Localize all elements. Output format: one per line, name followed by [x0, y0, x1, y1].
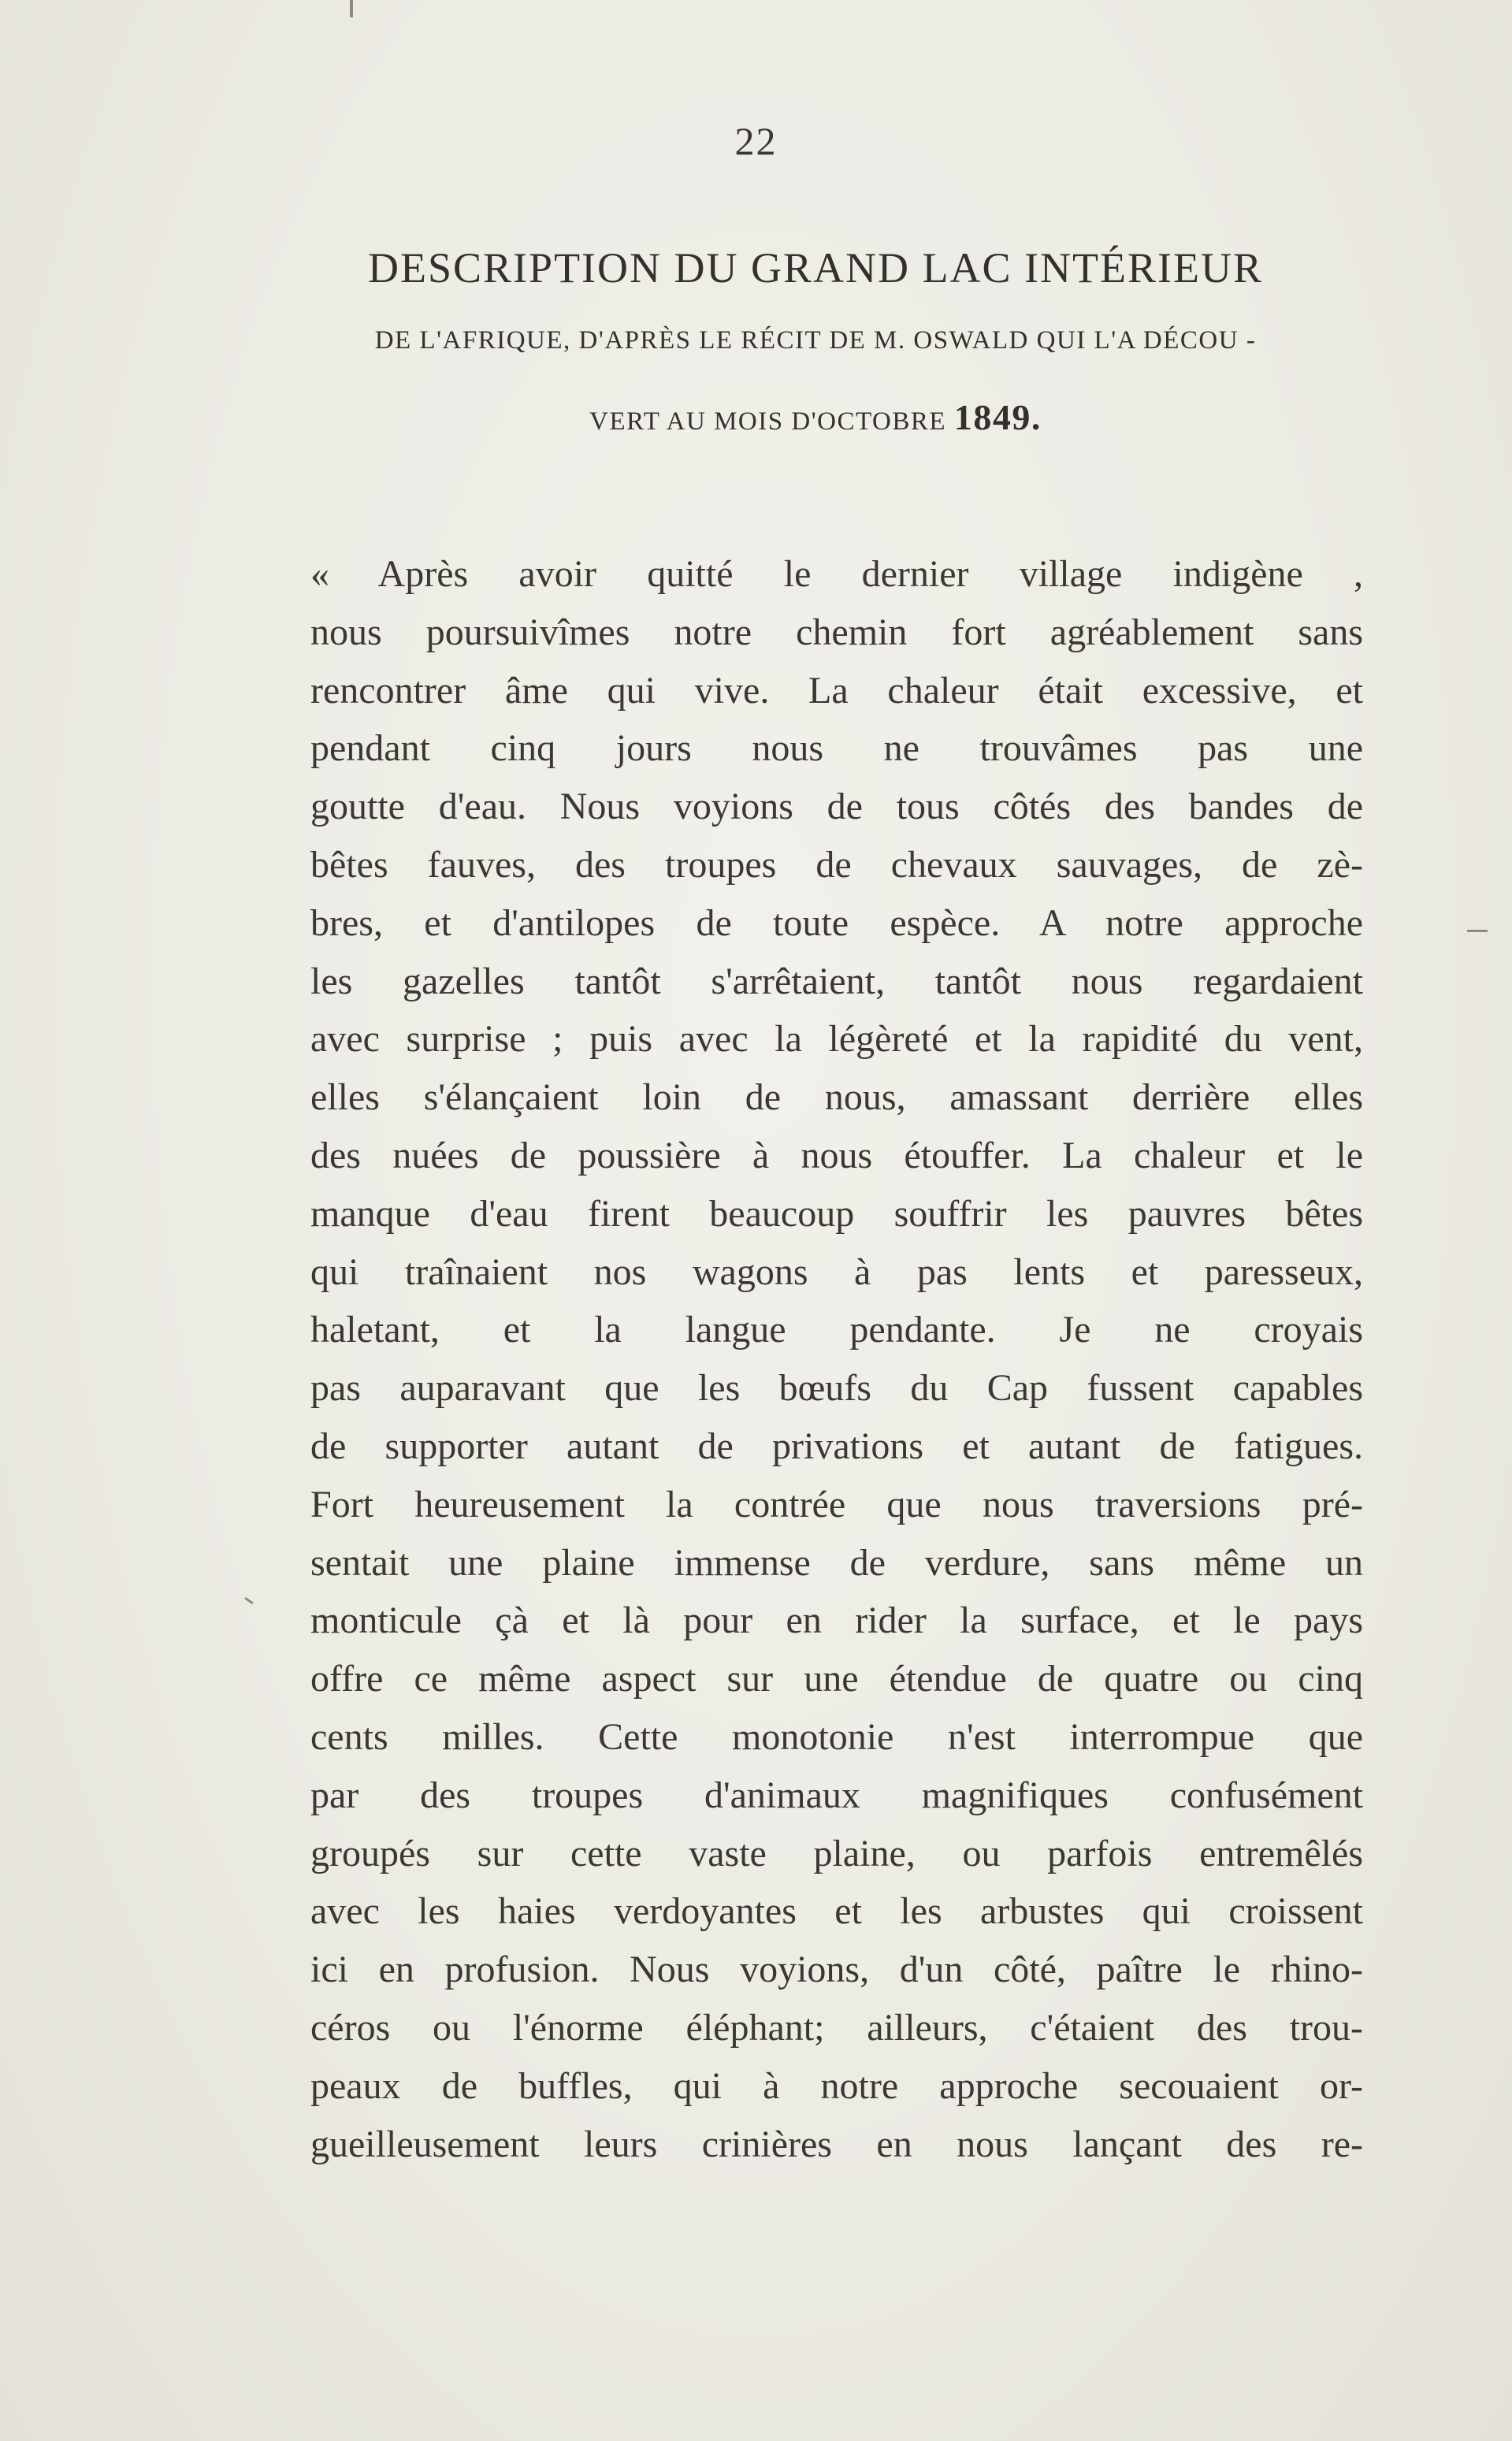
body-paragraph [310, 545, 1363, 2173]
chapter-title: DESCRIPTION DU GRAND LAC INTÉRIEUR [368, 244, 1263, 292]
text-line: groupés sur cette vaste plaine, ou parfois entremêlés [310, 1832, 1363, 1874]
text-line: les gazelles tantôt s'arrêtaient, tantôt nous regardaient [310, 960, 1363, 1002]
text-line: haletant, et la langue pendante. Je ne croyais [310, 1309, 1363, 1351]
text-line: goutte d'eau. Nous voyions de tous côtés des bandes de [310, 786, 1363, 828]
text-line: sentait une plaine immense de verdure, sans même un [310, 1541, 1363, 1584]
text-line: avec surprise ; puis avec la légèreté et la rapidité du vent, [310, 1018, 1363, 1061]
text-line: de supporter autant de privations et autant de fatigues. [310, 1425, 1363, 1467]
text-line: cents milles. Cette monotonie n'est interrompue que [310, 1715, 1363, 1758]
text-line: céros ou l'énorme éléphant; ailleurs, c'étaient des trou- [310, 2006, 1363, 2049]
text-line: bêtes fauves, des troupes de chevaux sauvages, de zè- [310, 843, 1363, 886]
text-line: « Après avoir quitté le dernier village indigène , [310, 553, 1363, 595]
text-line: nous poursuivîmes notre chemin fort agréablement sans [310, 611, 1363, 653]
text-line: bres, et d'antilopes de toute espèce. A notre approche [310, 901, 1363, 944]
text-line: elles s'élançaient loin de nous, amassant derrière elles [310, 1076, 1363, 1119]
text-line: des nuées de poussière à nous étouffer. La chaleur et le [310, 1134, 1363, 1176]
text-line: pas auparavant que les bœufs du Cap fussent capables [310, 1367, 1363, 1410]
chapter-subtitle-text: VERT AU MOIS D'OCTOBRE [589, 407, 947, 436]
text-line: Fort heureusement la contrée que nous traversions pré- [310, 1483, 1363, 1525]
margin-tick-left [244, 1597, 254, 1604]
margin-dash-right [1467, 930, 1488, 932]
text-line: par des troupes d'animaux magnifiques confusément [310, 1774, 1363, 1816]
text-line: monticule çà et là pour en rider la surface, et le pays [310, 1599, 1363, 1642]
text-line: rencontrer âme qui vive. La chaleur était excessive, et [310, 669, 1363, 711]
chapter-heading [260, 236, 1371, 438]
chapter-subtitle-line-2 [260, 396, 1371, 438]
page-number: 22 [734, 119, 778, 163]
chapter-subtitle-year: 1849. [953, 397, 1042, 437]
text-line: avec les haies verdoyantes et les arbustes qui croissent [310, 1890, 1363, 1933]
text-line: manque d'eau firent beaucoup souffrir les pauvres bêtes [310, 1192, 1363, 1235]
text-line: offre ce même aspect sur une étendue de quatre ou cinq [310, 1658, 1363, 1700]
text-line: pendant cinq jours nous ne trouvâmes pas une [310, 727, 1363, 770]
chapter-subtitle-line-1: DE L'AFRIQUE, D'APRÈS LE RÉCIT DE M. OSWALD QUI L'A DÉCOU - [374, 326, 1257, 355]
text-line: peaux de buffles, qui à notre approche secouaient or- [310, 2064, 1363, 2107]
text-line: gueilleusement leurs crinières en nous lançant des re- [310, 2123, 1363, 2165]
top-ink-mark [350, 0, 353, 17]
text-line: qui traînaient nos wagons à pas lents et paresseux, [310, 1250, 1363, 1293]
text-line: ici en profusion. Nous voyions, d'un côté, paître le rhino- [310, 1949, 1363, 1991]
